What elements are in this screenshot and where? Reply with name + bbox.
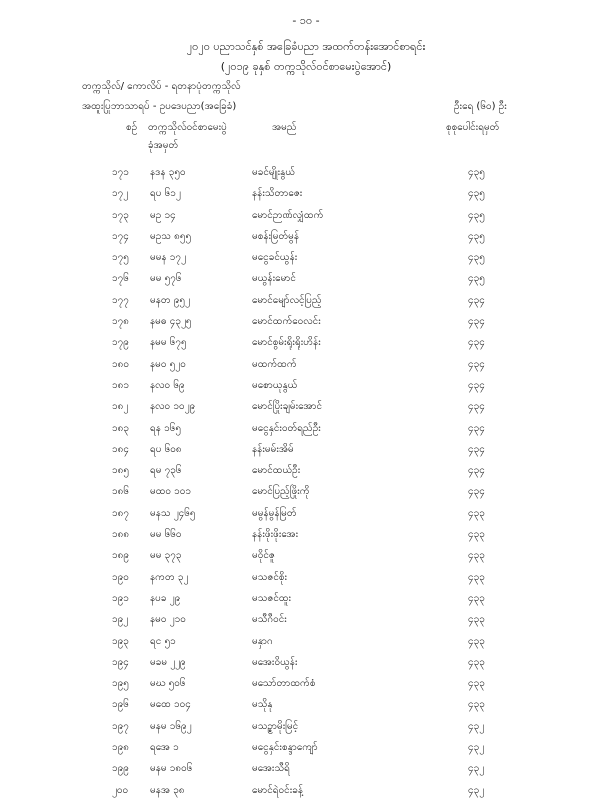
table-row [0, 546, 612, 567]
row-number: ၁၈၅ [112, 465, 129, 477]
row-number: ၁၈၈ [112, 529, 130, 541]
table-row [0, 248, 612, 269]
table-row [0, 163, 612, 184]
table-row [0, 674, 612, 695]
total-marks: ၄၃၂ [468, 742, 485, 754]
roll-number: ရန ၁၆၅ [150, 422, 181, 434]
roll-number: နပခ ၂၉ [150, 592, 181, 604]
column-header-roll: တက္ကသိုလ်ဝင်စာမေးပွဲ [148, 122, 227, 133]
student-name: မသီဂီဝင်း [252, 614, 287, 626]
table-row [0, 589, 612, 610]
roll-number: ရပ ၆၁၂ [150, 188, 181, 200]
student-name: မခင်မျိုးနွယ် [252, 167, 296, 178]
row-number: ၁၈၃ [112, 422, 129, 434]
total-marks: ၄၃၅ [468, 273, 485, 285]
row-number: ၁၇၁ [112, 167, 129, 178]
student-name: မအေးဝိယွန်း [252, 656, 298, 668]
row-number: ၁၈၇ [112, 507, 129, 519]
total-marks: ၄၃၅ [468, 188, 485, 200]
roll-number: မမန ၁၇၂ [150, 252, 186, 264]
total-marks: ၄၃၂ [468, 720, 485, 732]
document-title: ၂၀၂၀ ပညာသင်နှစ် အခြေခံပညာ အထက်တန်းအောင်စာရင်း [186, 40, 426, 53]
table-row [0, 461, 612, 482]
roll-number: နကတ ၃၂ [150, 571, 189, 583]
table-row [0, 227, 612, 248]
student-name: မောင်ပြည့်ဖြိုးကို [252, 486, 310, 498]
student-name: မောင်ဉာဏ်လျှံထက် [252, 209, 324, 221]
roll-number: မနမ ၁၈၀၆ [150, 763, 193, 775]
total-marks: ၄၃၄ [468, 337, 485, 349]
row-number: ၁၈၄ [112, 443, 129, 455]
roll-number: နမဓ ၄၃၂၅ [150, 316, 192, 328]
row-number: ၁၈၀ [112, 358, 129, 370]
row-number: ၁၉၃ [112, 635, 129, 647]
roll-number: မနအ ၃၈ [150, 784, 185, 796]
student-name: မထက်ထက် [252, 358, 297, 370]
row-number: ၁၇၄ [112, 230, 129, 242]
row-number: ၂၀၀ [112, 784, 129, 796]
table-row [0, 738, 612, 759]
student-name: မသဇင်ထူး [252, 592, 292, 604]
student-name: နန်းသိတာဇေး [252, 188, 303, 200]
table-row [0, 759, 612, 780]
total-marks: ၄၃၃ [468, 656, 485, 668]
table-row [0, 653, 612, 674]
total-marks: ၄၃၅ [468, 209, 485, 221]
roll-number: မနသ ၂၄၆၅ [150, 507, 196, 519]
total-marks: ၄၃၅ [468, 252, 485, 264]
roll-number: နဒန ၃၅၀ [150, 167, 186, 178]
student-name: မောင်စွမ်းရိုးရိုးဟိန်း [252, 337, 321, 349]
table-row [0, 291, 612, 312]
table-row [0, 440, 612, 461]
student-name: မဝိုင်ဇူ [252, 550, 275, 562]
total-marks: ၄၃၂ [468, 784, 485, 796]
row-number: ၁၉၄ [112, 656, 129, 668]
student-name: မငွေခင်ယွန်း [252, 252, 298, 264]
row-number: ၁၈၆ [112, 486, 129, 498]
table-row [0, 610, 612, 631]
page-number: - ၁၀ - [292, 14, 320, 27]
column-header-name: အမည် [272, 122, 297, 133]
student-name: မသိုနု [252, 699, 273, 711]
student-name: မသဇင်စိုး [252, 571, 288, 583]
student-name: မအေးသီရိ [252, 763, 290, 775]
roll-number: နမဝ ၅၂၀ [150, 358, 186, 370]
student-name: မစန်းမြတ်မွန် [252, 230, 300, 242]
roll-number: မမ ၃၇၃ [150, 550, 182, 562]
row-number: ၁၉၈ [112, 742, 129, 754]
roll-number: မဃ ၅၀၆ [150, 678, 186, 690]
total-marks: ၄၃၃ [468, 614, 485, 626]
student-name: မယွန်းမောင် [252, 273, 296, 285]
roll-number: ရင ၅၁ [150, 635, 176, 647]
total-marks: ၄၃၄ [468, 401, 485, 413]
major-subject-label: အထူးပြုဘာသာရပ် - ဥပဒေပညာ(အခြေခံ) [82, 101, 237, 112]
student-name: မောင်ပြိုးချမ်းအောင် [252, 401, 323, 413]
total-marks: ၄၃၄ [468, 316, 485, 328]
roll-number: နမမ ၆၇၅ [150, 337, 187, 349]
row-number: ၁၉၂ [112, 614, 129, 626]
row-number: ၁၇၉ [112, 337, 129, 349]
row-number: ၁၇၂ [112, 188, 129, 200]
total-marks: ၄၃၃ [468, 529, 485, 541]
total-marks: ၄၃၃ [468, 571, 485, 583]
row-number: ၁၈၁ [112, 379, 129, 391]
row-number: ၁၇၇ [112, 294, 129, 306]
table-row [0, 206, 612, 227]
total-marks: ၄၃၄ [468, 465, 485, 477]
roll-number: မထဝ ၁၀၁ [150, 486, 192, 498]
row-number: ၁၉၅ [112, 678, 129, 690]
student-name: နန်းဖိုးဖိုးအေး [252, 529, 299, 541]
student-name: မောင်ထယ်ဦး [252, 465, 301, 477]
total-count-label: ဦးရေ (၆၀) ဦး [454, 101, 507, 112]
table-row [0, 695, 612, 716]
table-row [0, 355, 612, 376]
table-row [0, 397, 612, 418]
row-number: ၁၉၁ [112, 592, 129, 604]
table-row [0, 312, 612, 333]
roll-number: မဥ ၁၄ [150, 209, 176, 221]
row-number: ၁၈၂ [112, 401, 129, 413]
table-row [0, 184, 612, 205]
roll-number: နလဝ ၁၀၂၉ [150, 401, 196, 413]
table-row [0, 482, 612, 503]
table-row [0, 568, 612, 589]
row-number: ၁၇၅ [112, 252, 129, 264]
row-number: ၁၇၈ [112, 316, 129, 328]
roll-number: ရပ ၆၀၈ [150, 443, 182, 455]
total-marks: ၄၃၄ [468, 422, 485, 434]
student-name: မသဉ္စာမိုးမြင့် [252, 720, 299, 732]
total-marks: ၄၃၄ [468, 379, 485, 391]
student-name: မောင်ထက်ဝေလင်း [252, 316, 321, 328]
roll-number: ရအေ ၁ [150, 742, 179, 754]
roll-number: ရမ ၇၃၆ [150, 465, 182, 477]
total-marks: ၄၃၂ [468, 763, 485, 775]
results-table [0, 163, 612, 802]
total-marks: ၄၃၃ [468, 678, 485, 690]
row-number: ၁၉၀ [112, 571, 129, 583]
total-marks: ၄၃၄ [468, 358, 485, 370]
total-marks: ၄၃၄ [468, 486, 485, 498]
total-marks: ၄၃၄ [468, 443, 485, 455]
table-row [0, 504, 612, 525]
roll-number: မထေ ၁၀၄ [150, 699, 191, 711]
total-marks: ၄၃၄ [468, 294, 485, 306]
column-header-marks: စုစုပေါင်းရမှတ် [446, 122, 500, 133]
student-name: မစောယုနွယ် [252, 379, 298, 391]
total-marks: ၄၃၅ [468, 230, 485, 242]
university-label: တက္ကသိုလ်/ ကောလိပ် - ရတနာပုံတက္ကသိုလ် [82, 81, 241, 92]
table-row [0, 333, 612, 354]
roll-number: နလဝ ၆၉ [150, 379, 185, 391]
total-marks: ၄၃၃ [468, 635, 485, 647]
table-row [0, 632, 612, 653]
student-name: နန်းမမ်းအိမ် [252, 443, 294, 455]
column-header-no: စဉ် [126, 122, 138, 133]
row-number: ၁၉၆ [112, 699, 129, 711]
table-row [0, 376, 612, 397]
roll-number: မမ ၆၆၀ [150, 529, 182, 541]
table-row [0, 781, 612, 802]
roll-number: မနမ ၁၆၉၂ [150, 720, 192, 732]
table-row [0, 269, 612, 290]
table-row [0, 419, 612, 440]
roll-number: မမ ၅၇၆ [150, 273, 182, 285]
roll-number: မခမ ၂၂၉ [150, 656, 186, 668]
row-number: ၁၉၇ [112, 720, 129, 732]
student-name: မမွန်မွန်မြတ် [252, 507, 297, 519]
student-name: မငွေနှင်းဝတ်ရည်ဦး [252, 422, 321, 434]
roll-number: မဥသ ၈၅၅ [150, 230, 192, 242]
row-number: ၁၉၉ [112, 763, 129, 775]
total-marks: ၄၃၃ [468, 507, 485, 519]
student-name: မနှာဂ [252, 635, 273, 647]
total-marks: ၄၃၃ [468, 550, 485, 562]
student-name: မငွေနှင်းစန္ဒာကျော် [252, 742, 318, 754]
student-name: မောင်မျော်လင့်ပြည့် [252, 294, 322, 306]
student-name: မောင်ရဲဝင်းခန့် [252, 784, 304, 796]
student-name: မသော်တာထက်စံ [252, 678, 316, 690]
row-number: ၁၇၆ [112, 273, 129, 285]
document-subtitle: (၂၀၁၉ ခုနှစ် တက္ကသိုလ်ဝင်စာမေးပွဲအောင်) [220, 60, 392, 73]
total-marks: ၄၃၅ [468, 167, 485, 178]
row-number: ၁၈၉ [112, 550, 129, 562]
row-number: ၁၇၃ [112, 209, 129, 221]
table-row [0, 525, 612, 546]
table-row [0, 717, 612, 738]
column-header-roll-sub: ခုံအမှတ် [148, 140, 179, 151]
total-marks: ၄၃၃ [468, 699, 485, 711]
roll-number: နမဝ ၂၁၀ [150, 614, 186, 626]
roll-number: မနတ ၉၅၂ [150, 294, 190, 306]
total-marks: ၄၃၃ [468, 592, 485, 604]
